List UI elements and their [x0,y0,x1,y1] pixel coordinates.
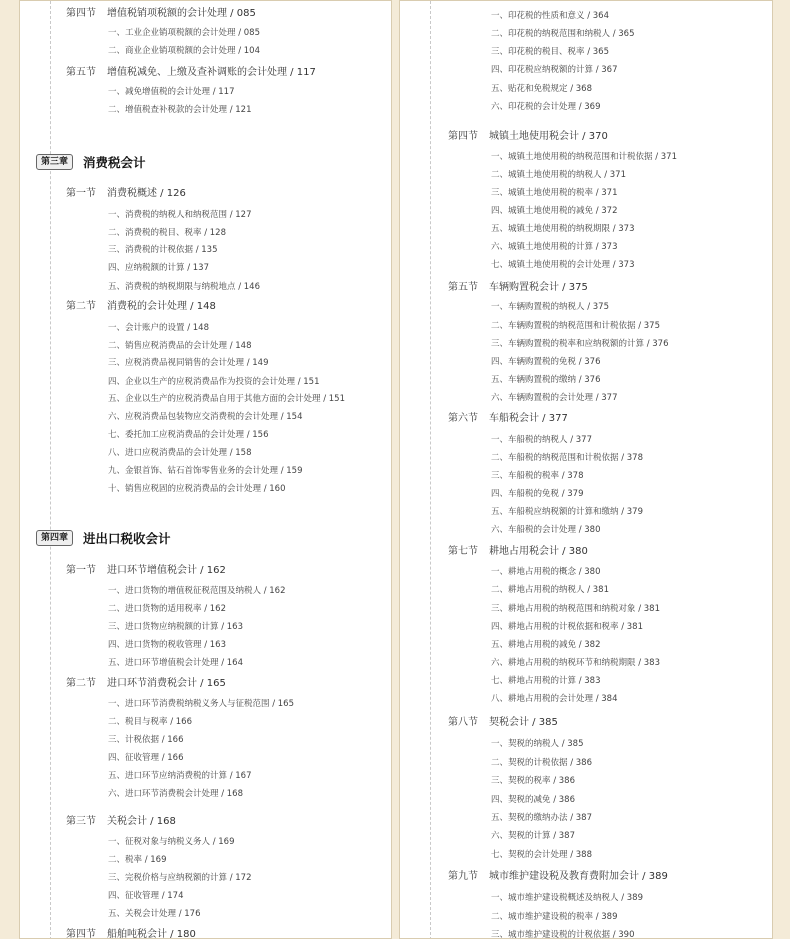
subentry-text: 三、完税价格与应纳税额的计算 / 172 [108,873,252,883]
subentry-text: 一、契税的纳税人 / 385 [491,739,584,749]
subentry-text: 七、委托加工应税消费品的会计处理 / 156 [108,430,269,440]
subentry-text: 三、计税依据 / 166 [108,735,184,745]
toc-section-entry [448,131,608,143]
toc-subentry [108,908,201,920]
subentry-text: 二、税目与税率 / 166 [108,717,192,727]
subentry-text: 四、征收管理 / 174 [108,891,184,901]
subentry-text: 三、耕地占用税的纳税范围和纳税对象 / 381 [491,604,660,614]
section-title: 进口环节增值税会计 / 162 [107,565,226,576]
chapter-title: 消费税会计 [83,155,146,170]
subentry-text: 一、车船税的纳税人 / 377 [491,435,592,445]
section-title: 车船税会计 / 377 [489,413,568,424]
toc-subentry [108,752,184,764]
subentry-text: 六、进口环节消费税会计处理 / 168 [108,789,243,799]
toc-subentry [491,374,601,386]
toc-subentry [491,738,584,750]
toc-section-entry [66,929,196,939]
subentry-text: 二、增值税查补税款的会计处理 / 121 [108,105,252,115]
toc-subentry [491,470,584,482]
toc-section-entry [448,871,668,883]
subentry-text: 六、车船税的会计处理 / 380 [491,525,601,535]
toc-subentry [491,205,618,217]
right-page [399,0,773,939]
toc-subentry [491,452,643,464]
subentry-text: 二、城镇土地使用税的纳税人 / 371 [491,170,626,180]
toc-subentry [491,757,592,769]
subentry-text: 二、商业企业销项税额的会计处理 / 104 [108,46,260,56]
toc-subentry [108,411,303,423]
chapter-heading [36,529,171,547]
subentry-text: 五、进口环节增值税会计处理 / 164 [108,658,243,668]
subentry-text: 二、耕地占用税的纳税人 / 381 [491,585,609,595]
subentry-text: 五、城镇土地使用税的纳税期限 / 373 [491,224,635,234]
toc-subentry [108,429,269,441]
section-title: 城镇土地使用税会计 / 370 [489,131,608,142]
right-toc-column [400,1,772,938]
toc-subentry [108,340,252,352]
subentry-text: 二、印花税的纳税范围和纳税人 / 365 [491,29,635,39]
toc-subentry [491,392,618,404]
right-dashed-rule [430,1,431,939]
subentry-text: 三、车辆购置税的税率和应纳税额的计算 / 376 [491,339,669,349]
toc-subentry [108,281,260,293]
section-number: 第一节 [66,565,96,576]
subentry-text: 一、进口货物的增值税征税范围及纳税人 / 162 [108,586,286,596]
toc-subentry [491,693,618,705]
subentry-text: 三、消费税的计税依据 / 135 [108,245,218,255]
subentry-text: 四、印花税应纳税额的计算 / 367 [491,65,618,75]
toc-subentry [491,241,618,253]
toc-subentry [491,434,592,446]
toc-section-entry [66,188,186,200]
subentry-text: 六、契税的计算 / 387 [491,831,575,841]
toc-section-entry [448,546,588,558]
subentry-text: 八、耕地占用税的会计处理 / 384 [491,694,618,704]
toc-subentry [491,64,618,76]
subentry-text: 一、城镇土地使用税的纳税范围和计税依据 / 371 [491,152,677,162]
section-title: 耕地占用税会计 / 380 [489,546,588,557]
toc-subentry [108,227,226,239]
section-title: 进口环节消费税会计 / 165 [107,678,226,689]
section-number: 第九节 [448,871,478,882]
toc-subentry [491,169,626,181]
toc-subentry [491,830,575,842]
toc-subentry [108,854,167,866]
toc-section-entry [448,717,558,729]
subentry-text: 一、进口环节消费税纳税义务人与征税范围 / 165 [108,699,294,709]
section-number: 第四节 [448,131,478,142]
subentry-text: 四、车船税的免税 / 379 [491,489,584,499]
section-title: 增值税销项税额的会计处理 / 085 [107,8,256,19]
toc-subentry [491,187,618,199]
subentry-text: 四、城镇土地使用税的减免 / 372 [491,206,618,216]
toc-subentry [491,338,669,350]
section-number: 第五节 [448,282,478,293]
subentry-text: 一、征税对象与纳税义务人 / 169 [108,837,235,847]
section-number: 第一节 [66,188,96,199]
toc-subentry [108,209,252,221]
toc-subentry [491,621,643,633]
subentry-text: 五、耕地占用税的减免 / 382 [491,640,601,650]
toc-subentry [108,585,286,597]
subentry-text: 五、车船税应纳税额的计算和缴纳 / 379 [491,507,643,517]
section-title: 船舶吨税会计 / 180 [107,929,196,939]
toc-subentry [108,376,320,388]
section-number: 第四节 [66,8,96,19]
toc-subentry [108,603,226,615]
subentry-text: 三、进口货物应纳税额的计算 / 163 [108,622,243,632]
subentry-text: 四、耕地占用税的计税依据和税率 / 381 [491,622,643,632]
toc-subentry [108,788,243,800]
toc-subentry [108,465,303,477]
subentry-text: 二、契税的计税依据 / 386 [491,758,592,768]
toc-subentry [491,911,618,923]
toc-subentry [108,890,184,902]
subentry-text: 二、城市维护建设税的税率 / 389 [491,912,618,922]
subentry-text: 五、契税的缴纳办法 / 387 [491,813,592,823]
section-title: 契税会计 / 385 [489,717,558,728]
subentry-text: 四、应纳税额的计算 / 137 [108,263,209,273]
toc-subentry [491,46,609,58]
toc-subentry [491,301,609,313]
section-number: 第五节 [66,67,96,78]
toc-subentry [491,812,592,824]
toc-subentry [108,262,209,274]
subentry-text: 十、销售应税固的应税消费品的会计处理 / 160 [108,484,286,494]
subentry-text: 七、城镇土地使用税的会计处理 / 373 [491,260,635,270]
subentry-text: 二、税率 / 169 [108,855,167,865]
toc-subentry [491,584,609,596]
section-title: 消费税概述 / 126 [107,188,186,199]
toc-section-entry [448,413,568,425]
toc-subentry [108,716,192,728]
toc-subentry [491,320,660,332]
subentry-text: 一、会计账户的设置 / 148 [108,323,209,333]
toc-subentry [108,639,226,651]
subentry-text: 八、进口应税消费品的会计处理 / 158 [108,448,252,458]
section-number: 第七节 [448,546,478,557]
subentry-text: 六、城镇土地使用税的计算 / 373 [491,242,618,252]
subentry-text: 四、契税的减免 / 386 [491,795,575,805]
toc-subentry [491,28,635,40]
toc-subentry [108,27,260,39]
section-number: 第二节 [66,301,96,312]
subentry-text: 四、进口货物的税收管理 / 163 [108,640,226,650]
section-title: 增值税减免、上缴及查补调账的会计处理 / 117 [107,67,316,78]
subentry-text: 三、车船税的税率 / 378 [491,471,584,481]
subentry-text: 一、工业企业销项税额的会计处理 / 085 [108,28,260,38]
subentry-text: 六、耕地占用税的纳税环节和纳税期限 / 383 [491,658,660,668]
subentry-text: 五、企业以生产的应税消费品自用于其他方面的会计处理 / 151 [108,394,345,404]
section-title: 车辆购置税会计 / 375 [489,282,588,293]
chapter-badge: 第三章 [36,154,73,170]
subentry-text: 二、消费税的税目、税率 / 128 [108,228,226,238]
chapter-title: 进出口税收会计 [83,531,171,546]
toc-subentry [491,603,660,615]
subentry-text: 一、印花税的性质和意义 / 364 [491,11,609,21]
left-page [19,0,392,939]
section-title: 城市维护建设税及教育费附加会计 / 389 [489,871,668,882]
subentry-text: 七、契税的会计处理 / 388 [491,850,592,860]
toc-subentry [108,357,269,369]
subentry-text: 二、进口货物的适用税率 / 162 [108,604,226,614]
toc-subentry [491,223,635,235]
subentry-text: 五、进口环节应纳消费税的计算 / 167 [108,771,252,781]
subentry-text: 四、征收管理 / 166 [108,753,184,763]
toc-subentry [491,566,601,578]
toc-subentry [491,101,601,113]
toc-subentry [491,929,635,939]
toc-subentry [491,259,635,271]
subentry-text: 一、减免增值税的会计处理 / 117 [108,87,235,97]
toc-subentry [491,10,609,22]
subentry-text: 五、车辆购置税的缴纳 / 376 [491,375,601,385]
toc-subentry [491,356,601,368]
subentry-text: 一、城市维护建设税概述及纳税人 / 389 [491,893,643,903]
subentry-text: 九、金银首饰、钻石首饰零售业务的会计处理 / 159 [108,466,303,476]
subentry-text: 五、贴花和免税规定 / 368 [491,84,592,94]
left-toc-column [20,1,391,938]
left-dashed-rule [50,1,51,939]
subentry-text: 三、契税的税率 / 386 [491,776,575,786]
toc-subentry [108,621,243,633]
toc-subentry [491,657,660,669]
toc-subentry [491,488,584,500]
subentry-text: 五、关税会计处理 / 176 [108,909,201,919]
subentry-text: 三、印花税的税目、税率 / 365 [491,47,609,57]
toc-subentry [108,86,235,98]
toc-section-entry [66,301,216,313]
subentry-text: 二、销售应税消费品的会计处理 / 148 [108,341,252,351]
section-title: 消费税的会计处理 / 148 [107,301,216,312]
subentry-text: 三、应税消费品视同销售的会计处理 / 149 [108,358,269,368]
toc-subentry [108,45,260,57]
toc-section-entry [66,816,176,828]
toc-subentry [491,794,575,806]
toc-subentry [491,849,592,861]
toc-subentry [491,892,643,904]
subentry-text: 六、印花税的会计处理 / 369 [491,102,601,112]
toc-subentry [108,734,184,746]
toc-subentry [491,675,601,687]
toc-section-entry [66,8,256,20]
subentry-text: 六、应税消费品包装物应交消费税的会计处理 / 154 [108,412,303,422]
section-title: 关税会计 / 168 [107,816,176,827]
toc-section-entry [66,565,226,577]
toc-section-entry [66,67,316,79]
toc-subentry [108,770,252,782]
toc-subentry [108,104,252,116]
toc-section-entry [448,282,588,294]
toc-subentry [491,151,677,163]
subentry-text: 一、耕地占用税的概念 / 380 [491,567,601,577]
subentry-text: 三、城市维护建设税的计税依据 / 390 [491,930,635,939]
section-number: 第三节 [66,816,96,827]
section-number: 第二节 [66,678,96,689]
toc-section-entry [66,678,226,690]
subentry-text: 一、车辆购置税的纳税人 / 375 [491,302,609,312]
toc-subentry [491,524,601,536]
subentry-text: 四、企业以生产的应税消费品作为投资的会计处理 / 151 [108,377,320,387]
subentry-text: 五、消费税的纳税期限与纳税地点 / 146 [108,282,260,292]
subentry-text: 七、耕地占用税的计算 / 383 [491,676,601,686]
subentry-text: 二、车船税的纳税范围和计税依据 / 378 [491,453,643,463]
chapter-heading [36,153,146,171]
section-number: 第八节 [448,717,478,728]
toc-subentry [108,244,218,256]
toc-subentry [108,657,243,669]
toc-subentry [108,698,294,710]
toc-subentry [108,447,252,459]
subentry-text: 六、车辆购置税的会计处理 / 377 [491,393,618,403]
toc-subentry [491,83,592,95]
section-number: 第六节 [448,413,478,424]
toc-subentry [108,483,286,495]
toc-subentry [491,775,575,787]
toc-subentry [491,506,643,518]
subentry-text: 一、消费税的纳税人和纳税范围 / 127 [108,210,252,220]
subentry-text: 四、车辆购置税的免税 / 376 [491,357,601,367]
toc-subentry [108,393,345,405]
toc-subentry [108,872,252,884]
section-number: 第四节 [66,929,96,939]
chapter-badge: 第四章 [36,530,73,546]
toc-subentry [491,639,601,651]
toc-subentry [108,836,235,848]
toc-subentry [108,322,209,334]
subentry-text: 三、城镇土地使用税的税率 / 371 [491,188,618,198]
subentry-text: 二、车辆购置税的纳税范围和计税依据 / 375 [491,321,660,331]
